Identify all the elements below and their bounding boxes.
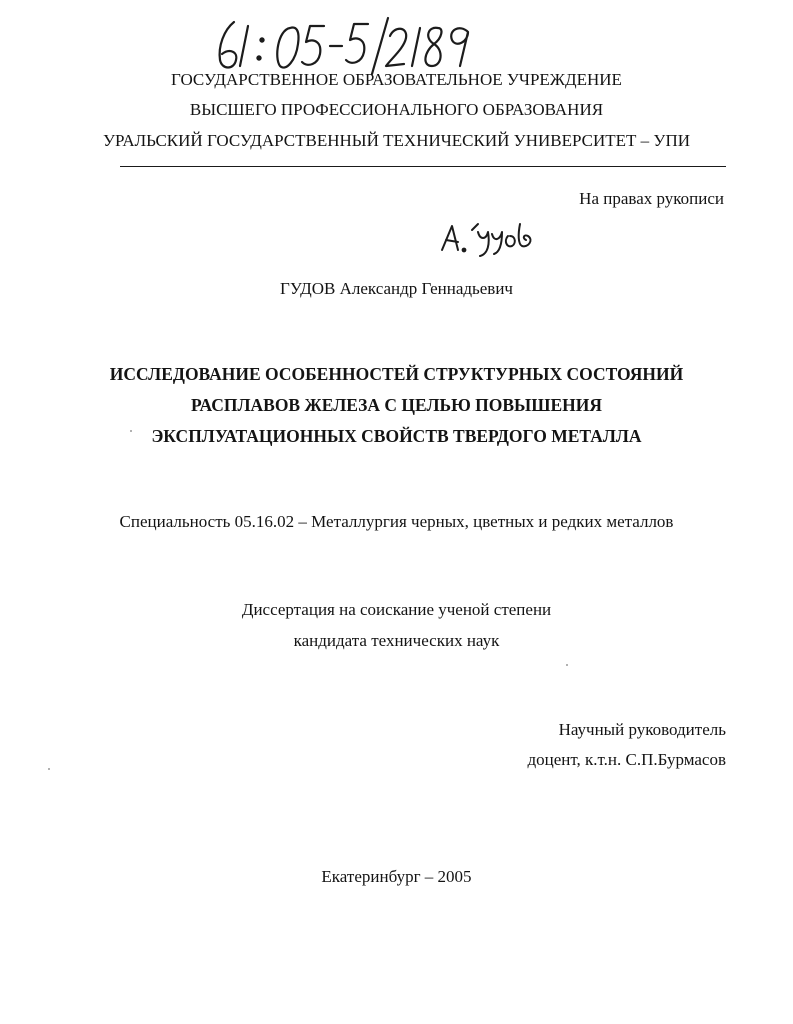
title-line-3: ЭКСПЛУАТАЦИОННЫХ СВОЙСТВ ТВЕРДОГО МЕТАЛЛА [151, 426, 642, 446]
specialty: Специальность 05.16.02 – Металлургия черных, цветных и редких металлов [119, 512, 674, 531]
city-year: Екатеринбург – 2005 [321, 867, 472, 886]
degree-line-1: Диссертация на соискание ученой степени [241, 600, 552, 619]
degree-line-2: кандидата технических наук [293, 631, 500, 650]
scan-speck [566, 664, 568, 666]
manuscript-rights: На правах рукописи [579, 189, 724, 208]
institution-line-1: ГОСУДАРСТВЕННОЕ ОБРАЗОВАТЕЛЬНОЕ УЧРЕЖДЕНИЕ [171, 70, 622, 89]
author-signature [436, 218, 546, 260]
institution-line-3: УРАЛЬСКИЙ ГОСУДАРСТВЕННЫЙ ТЕХНИЧЕСКИЙ УНИВЕРСИТЕТ – УПИ [103, 131, 690, 150]
author-name: ГУДОВ Александр Геннадьевич [280, 279, 513, 298]
title-line-2: РАСПЛАВОВ ЖЕЛЕЗА С ЦЕЛЬЮ ПОВЫШЕНИЯ [191, 395, 602, 415]
supervisor-label: Научный руководитель [558, 720, 726, 739]
scan-speck [48, 768, 50, 770]
institution-line-2: ВЫСШЕГО ПРОФЕССИОНАЛЬНОГО ОБРАЗОВАНИЯ [189, 100, 604, 119]
title-line-1: ИССЛЕДОВАНИЕ ОСОБЕННОСТЕЙ СТРУКТУРНЫХ СОСТОЯНИЙ [109, 364, 684, 384]
header-divider [120, 166, 726, 167]
supervisor-name: доцент, к.т.н. С.П.Бурмасов [527, 750, 726, 769]
scan-speck [130, 430, 132, 432]
